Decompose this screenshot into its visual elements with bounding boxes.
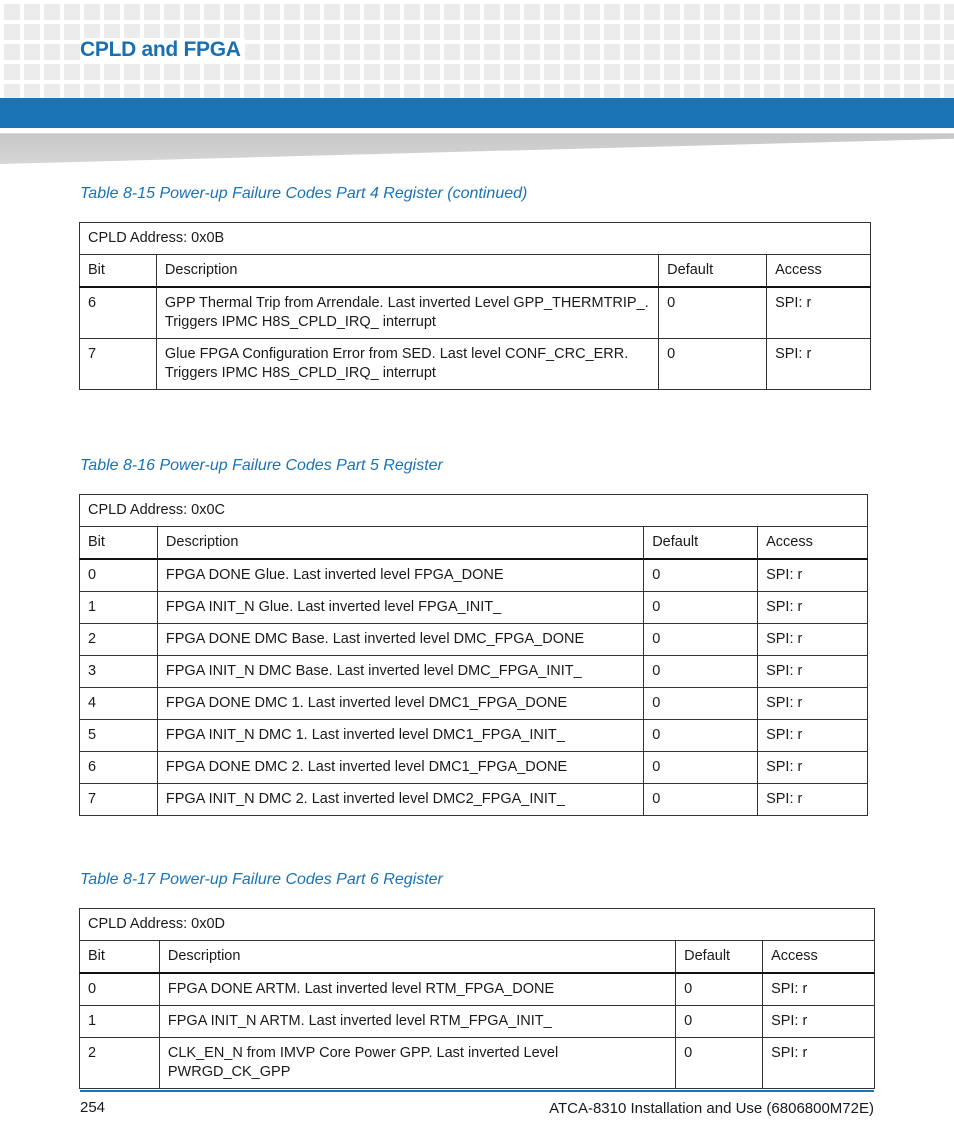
access-cell: SPI: r — [758, 656, 868, 688]
access-cell: SPI: r — [763, 1038, 875, 1089]
table-row — [80, 592, 868, 624]
description-line: Triggers IPMC H8S_CPLD_IRQ_ interrupt — [164, 365, 436, 381]
column-header: Description — [159, 941, 675, 974]
footer-rule — [80, 1090, 874, 1092]
description-line: Triggers IPMC H8S_CPLD_IRQ_ interrupt — [164, 314, 436, 330]
description-cell — [157, 592, 643, 624]
column-header: Default — [644, 527, 758, 560]
access-cell: SPI: r — [763, 973, 875, 1006]
table-caption-8-15: Table 8-15 Power-up Failure Codes Part 4 Register (continued) — [80, 185, 528, 202]
default-cell: 0 — [644, 688, 758, 720]
table-row — [80, 1038, 875, 1089]
description-line: FPGA INIT_N ARTM. Last inverted level RTM_FPGA_INIT_ — [167, 1013, 552, 1029]
access-cell: SPI: r — [758, 752, 868, 784]
default-cell: 0 — [644, 624, 758, 656]
default-cell: 0 — [676, 973, 763, 1006]
header-row — [80, 255, 871, 288]
default-cell: 0 — [676, 1038, 763, 1089]
default-cell: 0 — [644, 720, 758, 752]
description-cell — [157, 752, 643, 784]
table-row — [80, 287, 871, 339]
bit-cell: 0 — [80, 973, 160, 1006]
column-header: Bit — [80, 255, 157, 288]
default-cell: 0 — [676, 1006, 763, 1038]
bit-cell: 1 — [80, 592, 158, 624]
description-cell — [159, 973, 675, 1006]
register-table-8-16 — [79, 494, 868, 816]
header-grey-swoosh — [0, 128, 954, 164]
default-cell: 0 — [644, 592, 758, 624]
address-row — [80, 495, 868, 527]
description-cell — [157, 656, 643, 688]
description-line: Glue FPGA Configuration Error from SED. Last level CONF_CRC_ERR. — [164, 346, 629, 362]
access-cell: SPI: r — [767, 339, 871, 390]
access-cell: SPI: r — [767, 287, 871, 339]
bit-cell: 4 — [80, 688, 158, 720]
table-row — [80, 688, 868, 720]
column-header: Default — [659, 255, 767, 288]
default-cell: 0 — [644, 784, 758, 816]
description-line: FPGA INIT_N Glue. Last inverted level FPGA_INIT_ — [165, 599, 502, 615]
table-row — [80, 752, 868, 784]
description-cell — [156, 287, 658, 339]
description-line: FPGA INIT_N DMC 2. Last inverted level DMC2_FPGA_INIT_ — [165, 791, 565, 807]
description-cell — [157, 784, 643, 816]
bit-cell: 2 — [80, 1038, 160, 1089]
access-cell: SPI: r — [758, 592, 868, 624]
document-title: ATCA-8310 Installation and Use (6806800M72E) — [549, 1100, 874, 1117]
column-header: Description — [156, 255, 658, 288]
table-row — [80, 624, 868, 656]
column-header: Bit — [80, 941, 160, 974]
description-cell — [157, 688, 643, 720]
bit-cell: 7 — [80, 784, 158, 816]
bit-cell: 1 — [80, 1006, 160, 1038]
bit-cell: 3 — [80, 656, 158, 688]
description-cell — [157, 559, 643, 592]
bit-cell: 2 — [80, 624, 158, 656]
description-line: FPGA INIT_N DMC Base. Last inverted level DMC_FPGA_INIT_ — [165, 663, 582, 679]
table-row — [80, 1006, 875, 1038]
default-cell: 0 — [659, 339, 767, 390]
address-row — [80, 909, 875, 941]
column-header: Access — [758, 527, 868, 560]
description-line: FPGA DONE Glue. Last inverted level FPGA_DONE — [165, 567, 504, 583]
column-header: Description — [157, 527, 643, 560]
description-line: PWRGD_CK_GPP — [167, 1064, 291, 1080]
description-cell — [157, 720, 643, 752]
description-line: FPGA DONE DMC 1. Last inverted level DMC1_FPGA_DONE — [165, 695, 568, 711]
table-caption-8-16: Table 8-16 Power-up Failure Codes Part 5 Register — [80, 457, 443, 474]
header-row — [80, 527, 868, 560]
description-cell — [156, 339, 658, 390]
table-row — [80, 339, 871, 390]
default-cell: 0 — [644, 752, 758, 784]
column-header: Access — [767, 255, 871, 288]
bit-cell: 6 — [80, 287, 157, 339]
bit-cell: 6 — [80, 752, 158, 784]
bit-cell: 0 — [80, 559, 158, 592]
cpld-address: CPLD Address: 0x0C — [80, 495, 868, 527]
column-header: Access — [763, 941, 875, 974]
description-cell — [157, 624, 643, 656]
table-body-8-16 — [80, 495, 868, 816]
access-cell: SPI: r — [758, 784, 868, 816]
bit-cell: 7 — [80, 339, 157, 390]
column-header: Default — [676, 941, 763, 974]
column-header: Bit — [80, 527, 158, 560]
cpld-address: CPLD Address: 0x0D — [80, 909, 875, 941]
table-caption-8-17: Table 8-17 Power-up Failure Codes Part 6 Register — [80, 871, 443, 888]
description-line: FPGA DONE DMC Base. Last inverted level DMC_FPGA_DONE — [165, 631, 585, 647]
default-cell: 0 — [644, 656, 758, 688]
access-cell: SPI: r — [763, 1006, 875, 1038]
table-row — [80, 720, 868, 752]
description-line: CLK_EN_N from IMVP Core Power GPP. Last inverted Level — [167, 1045, 559, 1061]
access-cell: SPI: r — [758, 688, 868, 720]
address-row — [80, 223, 871, 255]
register-table-8-17 — [79, 908, 875, 1089]
description-cell — [159, 1006, 675, 1038]
table-row — [80, 973, 875, 1006]
table-row — [80, 784, 868, 816]
table-body-8-15 — [80, 223, 871, 390]
page-number: 254 — [80, 1099, 106, 1116]
header-row — [80, 941, 875, 974]
table-row — [80, 559, 868, 592]
bit-cell: 5 — [80, 720, 158, 752]
default-cell: 0 — [644, 559, 758, 592]
cpld-address: CPLD Address: 0x0B — [80, 223, 871, 255]
header-blue-band — [0, 98, 954, 128]
description-line: FPGA INIT_N DMC 1. Last inverted level DMC1_FPGA_INIT_ — [165, 727, 565, 743]
description-line: GPP Thermal Trip from Arrendale. Last inverted Level GPP_THERMTRIP_. — [164, 295, 649, 311]
register-table-8-15 — [79, 222, 871, 390]
table-body-8-17 — [80, 909, 875, 1089]
table-row — [80, 656, 868, 688]
section-title: CPLD and FPGA — [80, 38, 245, 62]
default-cell: 0 — [659, 287, 767, 339]
access-cell: SPI: r — [758, 624, 868, 656]
description-cell — [159, 1038, 675, 1089]
description-line: FPGA DONE ARTM. Last inverted level RTM_FPGA_DONE — [167, 981, 555, 997]
access-cell: SPI: r — [758, 720, 868, 752]
access-cell: SPI: r — [758, 559, 868, 592]
description-line: FPGA DONE DMC 2. Last inverted level DMC1_FPGA_DONE — [165, 759, 568, 775]
